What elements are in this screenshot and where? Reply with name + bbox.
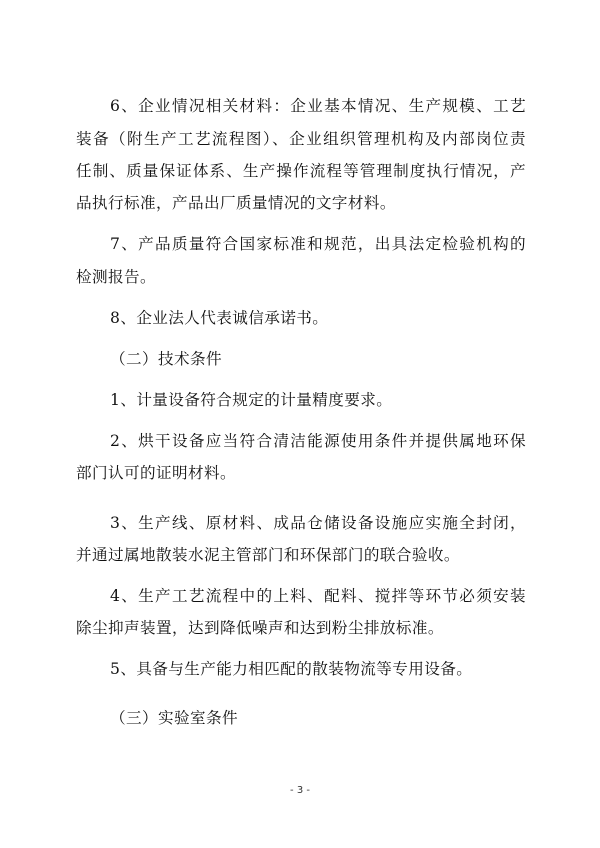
section-heading-laboratory: （三）实验室条件	[110, 709, 238, 727]
tech-item-3-line-1: 3、生产线、原材料、成品仓储设备设施应实施全封闭，	[110, 514, 526, 532]
paragraph-6-line-3: 任制、质量保证体系、生产操作流程等管理制度执行情况，产	[76, 162, 526, 180]
page-number: - 3 -	[290, 785, 310, 796]
tech-item-2-line-1: 2、烘干设备应当符合清洁能源使用条件并提供属地环保	[110, 432, 526, 450]
tech-item-1: 1、计量设备符合规定的计量精度要求。	[110, 391, 393, 409]
tech-item-4-line-1: 4、生产工艺流程中的上料、配料、搅拌等环节必须安装	[110, 587, 526, 605]
paragraph-7-line-2: 检测报告。	[76, 268, 156, 286]
tech-item-2-line-2: 部门认可的证明材料。	[76, 464, 236, 482]
section-heading-technical: （二）技术条件	[110, 350, 222, 368]
paragraph-6-line-2: 装备（附生产工艺流程图）、企业组织管理机构及内部岗位责	[76, 130, 526, 148]
paragraph-8: 8、企业法人代表诚信承诺书。	[110, 309, 329, 327]
tech-item-5: 5、具备与生产能力相匹配的散装物流等专用设备。	[110, 660, 473, 678]
tech-item-4-line-2: 除尘抑声装置，达到降低噪声和达到粉尘排放标准。	[76, 619, 444, 637]
tech-item-3-line-2: 并通过属地散装水泥主管部门和环保部门的联合验收。	[76, 546, 460, 564]
paragraph-6-line-4: 品执行标准，产品出厂质量情况的文字材料。	[76, 194, 396, 212]
paragraph-7-line-1: 7、产品质量符合国家标准和规范，出具法定检验机构的	[110, 235, 526, 253]
paragraph-6-line-1: 6、企业情况相关材料：企业基本情况、生产规模、工艺	[110, 97, 526, 115]
